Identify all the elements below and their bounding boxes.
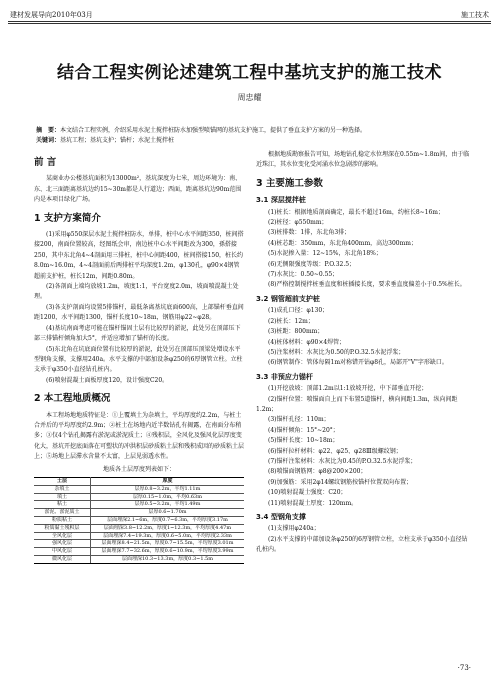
list-item: (1)成孔口径：φ130；	[268, 307, 329, 315]
table-row	[34, 524, 244, 532]
list-item: (2)水平支撑的中部加设条φ250的6厚钢管立柱，立柱支承于φ350小直径钻孔桩内。	[256, 535, 468, 554]
table-row	[34, 532, 244, 540]
table-cell: 杂填土	[34, 485, 91, 493]
table-cell: 粉质粘土	[34, 516, 91, 524]
list-item: (2)桩径：φ550mm；	[268, 219, 328, 227]
list-item: (1)开挖放坡：顶部1.2m以1:1放坡开挖，中下部垂直开挖；	[268, 385, 428, 393]
table-row	[34, 509, 244, 517]
table-cell: 层厚0.8~3.2m，平均1.11m	[91, 485, 245, 493]
list-item: (9)加强筋：采用2φ14螺纹钢筋按锚杆位置双向布置；	[268, 478, 413, 486]
list-item: (7)锚杆注浆材料：水灰比为0.45的P.O.32.5水泥浮浆；	[268, 457, 417, 465]
list-item: (6)锚杆拉杆材料：φ22、φ25、φ28Ⅲ级螺纹钢；	[268, 447, 402, 455]
page-number: ·73·	[457, 664, 471, 672]
table-cell: 填土	[34, 493, 91, 501]
list-item: (8)喷锚面钢筋网：φ8@200×200；	[268, 468, 367, 476]
abstract	[36, 126, 463, 135]
section-heading-3: 3 主要施工参数	[256, 177, 323, 189]
subsection-heading-3-3: 3.3 非预应力锚杆	[256, 372, 313, 381]
section-name: 施工技术	[461, 11, 489, 19]
table-cell: 层厚0.5~3.2m，平均1.49m	[91, 501, 245, 509]
subsection-heading-3-1: 3.1 深层搅拌桩	[256, 196, 306, 205]
table-cell: 层面埋深7.7~32.6m，厚度0.6~10.9m，平均厚度3.99m	[91, 548, 245, 556]
list-item: (4)锚杆倾角：15°~20°；	[268, 426, 339, 434]
table-cell: 中风化层	[34, 548, 91, 556]
list-item: (3)锚杆孔径：110m；	[268, 416, 330, 424]
paragraph: (3)各支护剖面均设置5排锚杆，最低条离基坑底面600高，上部锚杆垂直间距1200，水平间距1300，锚杆长度10~18m，钢筋用φ22~φ28。	[34, 303, 244, 322]
list-item: (11)喷射混凝土厚度：120mm。	[268, 499, 358, 507]
table-cell: 全风化层	[34, 532, 91, 540]
table-row	[34, 501, 244, 509]
section-heading-preface: 前 言	[34, 157, 57, 168]
table-cell: 强风化层	[34, 540, 91, 548]
table-caption: 地质各土层厚度列表如下：	[102, 465, 175, 473]
abstract-text: 本文结合工程实例，介绍采用水泥土搅拌桩防水加强型喷锚网的基坑支护施工，提供了垂直支护方案的另一种选择。	[60, 127, 367, 134]
subsection-heading-3-2: 3.2 钢管超前支护桩	[256, 294, 320, 303]
paragraph: 本工程场地地质特征是：①上覆填土为杂填土，平均厚度约2.2m，与桩土合并后的平均厚度约2.9m；②桩土在场地内近半数钻孔有揭露，在南面分布稍多；③仅4个钻孔揭露有淤泥或淤泥质土；④残积层，全风化及强风化层厚度变化大，基坑开挖底面落在可塑状的冲洪积层砂质粘土层和残积成因的砂质粘土层上；⑤场地上层滞水含量不太富，上层见弱透水性。	[34, 411, 245, 461]
table-cell: 层面埋深10.3~13.3m，厚度0.3~1.5m	[91, 555, 245, 563]
keywords-text: 基坑工程；基坑支护；锚杆；水泥土搅拌桩	[60, 137, 175, 144]
table-cell: 淤泥、淤泥质土	[34, 509, 91, 517]
article-title: 结合工程实例论述建筑工程中基坑支护的施工技术	[57, 63, 442, 83]
table-row	[34, 555, 244, 563]
paragraph: (5)东北角在坑底面位置有比较厚的淤泥，此处另在顶部压顶梁处增设水平型钢角支撑，支撑用240a。水平支撑的中部加设条φ250的6厚钢管立柱。立柱支承于φ350小直径钻孔桩内。	[34, 345, 243, 374]
list-item: (7)水灰比：0.50~0.55；	[268, 271, 339, 279]
paragraph: (4)基坑南面考虑可能在锚杆锚固土层有比较厚的淤泥，此处另在顶部压下部三排锚杆倾角加大5°，并适应增加了锚杆的长度。	[34, 324, 241, 343]
list-item: (2)锚杆位置：喷锚面自上而下布置5道锚杆，横向间距1.3m，纵向间距1.2m；	[256, 395, 458, 413]
table-cell: 微风化层	[34, 555, 91, 563]
section-heading-2: 2 本工程地质概况	[34, 393, 111, 405]
list-item: (10)喷射混凝土强度：C20；	[268, 489, 347, 497]
list-item: (1)桩长：根据地质剖面确定，最长不超过16m，约桩长8~16m；	[268, 208, 444, 216]
table-row	[34, 493, 244, 501]
abstract-label: 摘 要：	[36, 127, 61, 134]
list-item: (5)注浆材料：水灰比为0.50的P.O.32.5水泥浮浆；	[268, 348, 405, 356]
paragraph: 根据地质勘察报告可知，场地钻孔稳定水位埋深在0.55m~1.8m间，由于临近珠江，其水位变化受河涌水位急剧涉的影响。	[256, 151, 470, 169]
table-row	[34, 516, 244, 524]
paragraph: (2)各剖面上端均放坡1.2m，坡度1:1，平台宽度2.0m，坡面喷混凝土处理。	[34, 283, 239, 301]
left-column	[34, 150, 244, 564]
soil-layer-table	[34, 477, 244, 564]
table-cell: 层厚0.15~1.0m，平均0.63m	[91, 493, 245, 501]
list-item: (5)锚杆长度：10~18m；	[268, 437, 339, 445]
table-cell: 粘土	[34, 501, 91, 509]
table-cell: 层面埋深8.4~21.5m，厚度0.7~15.5m，平均厚度3.01m	[91, 540, 245, 548]
list-item: (5)水泥掺入量：12~15%，东北角18%；	[268, 250, 382, 258]
list-item: (3)桩距：800mm；	[268, 328, 324, 336]
journal-name: 建材发展导向2010年03月	[10, 11, 93, 19]
subsection-heading-3-4: 3.4 型钢角支撑	[256, 513, 306, 521]
table-row	[34, 485, 244, 493]
table-cell: 层厚0.6~1.70m	[91, 509, 245, 517]
list-item: (4)桩体材料：φ90×4焊管；	[268, 338, 346, 346]
header-rule-2	[8, 23, 491, 24]
section-heading-1: 1 支护方案简介	[34, 212, 101, 224]
table-row	[34, 548, 244, 556]
table-cell: 粉质黏土残积层	[34, 524, 91, 532]
table-cell: 层面埋深3.8~12.2m，厚度1~12.3m，平均厚度4.47m	[91, 524, 245, 532]
paragraph: (1)采用φ550深层水泥土搅拌桩防水，单排，桩中心水平间距350，桩间搭接200，南面位置较高，经图纸会审，南边桩中心水平间距改为300，孫搭接250，其中东北角4~4剖面用三排桩，桩中心间距400，桩间搭接150，桩长约8.0m~16.0m，4~4剖面前后两排桩平均深度1.2m，φ130孔，φ90×4钢管超前支护桩，桩长12m，间距0.80m。	[34, 231, 244, 280]
keywords-label: 关键词：	[36, 137, 61, 144]
table-cell: 层面埋深7.4~19.3m，厚度0.6~5.0m，平均厚度2.33m	[91, 532, 245, 540]
running-header	[10, 8, 489, 22]
paragraph: (6)喷射混凝土面板厚度120，设计强度C20。	[46, 376, 169, 384]
list-item: (1)支撑用φ240a；	[268, 525, 320, 533]
list-item: (2)桩长：12m；	[268, 317, 314, 325]
keywords	[36, 136, 463, 145]
list-item: (3)桩排数：1排，东北角3排；	[268, 229, 351, 237]
header-rule	[8, 21, 491, 22]
right-column	[256, 150, 470, 556]
table-row	[34, 540, 244, 548]
table-header-row	[34, 477, 244, 485]
list-item: (6)无侧限强度等级：P.O.32.5；	[268, 260, 356, 268]
table-header-cell: 厚度	[91, 477, 245, 485]
author: 周忠耀	[237, 93, 262, 102]
list-item: (8)严格控制搅拌桩垂直度和桩插接长度，要求垂直度偏差小于0.5%桩长。	[268, 281, 466, 289]
table-header-cell: 土层	[34, 477, 91, 485]
table-cell: 层面埋深2.1~6m，厚度0.7~6.3m，平均厚度3.17m	[91, 516, 245, 524]
list-item: (6)钢管制作：管体每隔1m对称错开钻φ8孔，局部开"V"字形缺口。	[268, 359, 448, 367]
paragraph: 某商业办公楼基坑面积为13000m²，基坑深度为七米，周边环境为：南、东、北三面距离基坑边约15~30m都是人行道边；西面，距离基坑边90m范围内是本项目绿化广场。	[34, 175, 242, 204]
list-item: (4)桩芯距：350mm，东北角400mm，高边300mm；	[268, 239, 417, 247]
